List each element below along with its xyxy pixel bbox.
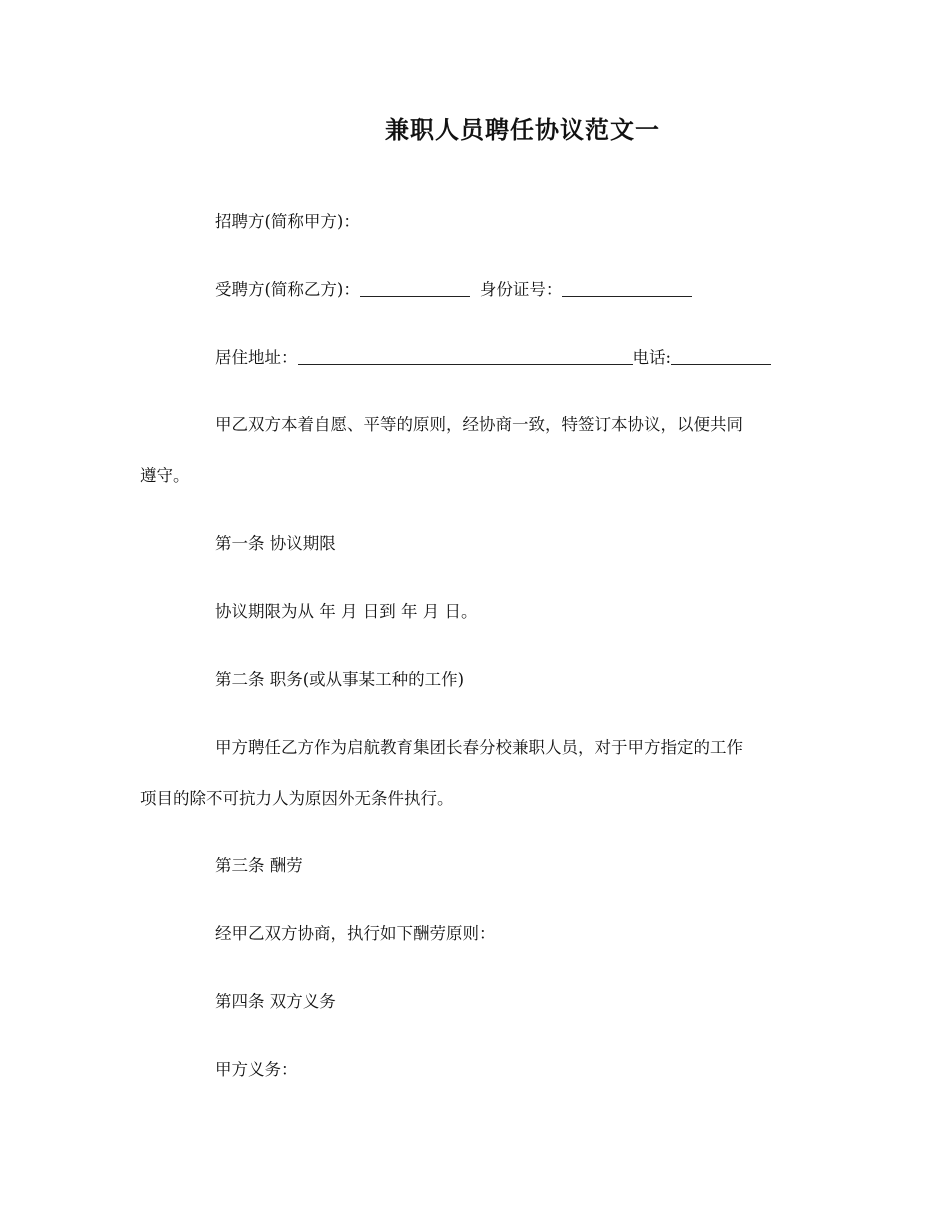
party-a-duties-label: 甲方义务： [215, 1060, 298, 1079]
address-line [215, 346, 771, 370]
employee-line [215, 278, 692, 302]
address-label: 居住地址： [215, 348, 298, 367]
id-label: 身份证号： [479, 280, 563, 299]
intro-line-1: 甲乙双方本着自愿、平等的原则，经协商一致，特签订本协议，以便共同 [215, 415, 743, 434]
article2-line-1: 甲方聘任乙方作为启航教育集团长春分校兼职人员，对于甲方指定的工作 [215, 738, 743, 757]
document-title: 兼职人员聘任协议范文一 [385, 115, 660, 144]
employee-name-blank [360, 279, 470, 297]
employer-line [215, 210, 360, 234]
address-blank [298, 347, 633, 365]
article1-text: 协议期限为从 年 月 日到 年 月 日。 [215, 602, 478, 621]
article4-title: 第四条 双方义务 [215, 992, 336, 1011]
employer-label: 招聘方(简称甲方)： [215, 212, 360, 231]
employee-label: 受聘方(简称乙方)： [215, 280, 360, 299]
id-number-blank [562, 279, 692, 297]
phone-label: 电话: [632, 348, 672, 367]
phone-blank [671, 347, 771, 365]
article3-title: 第三条 酬劳 [215, 856, 303, 875]
article1-title: 第一条 协议期限 [215, 534, 336, 553]
article2-line-2: 项目的除不可抗力人为原因外无条件执行。 [140, 789, 454, 808]
article2-title: 第二条 职务(或从事某工种的工作) [215, 670, 465, 689]
article3-text: 经甲乙双方协商，执行如下酬劳原则： [215, 924, 496, 943]
intro-line-2: 遵守。 [140, 466, 190, 485]
